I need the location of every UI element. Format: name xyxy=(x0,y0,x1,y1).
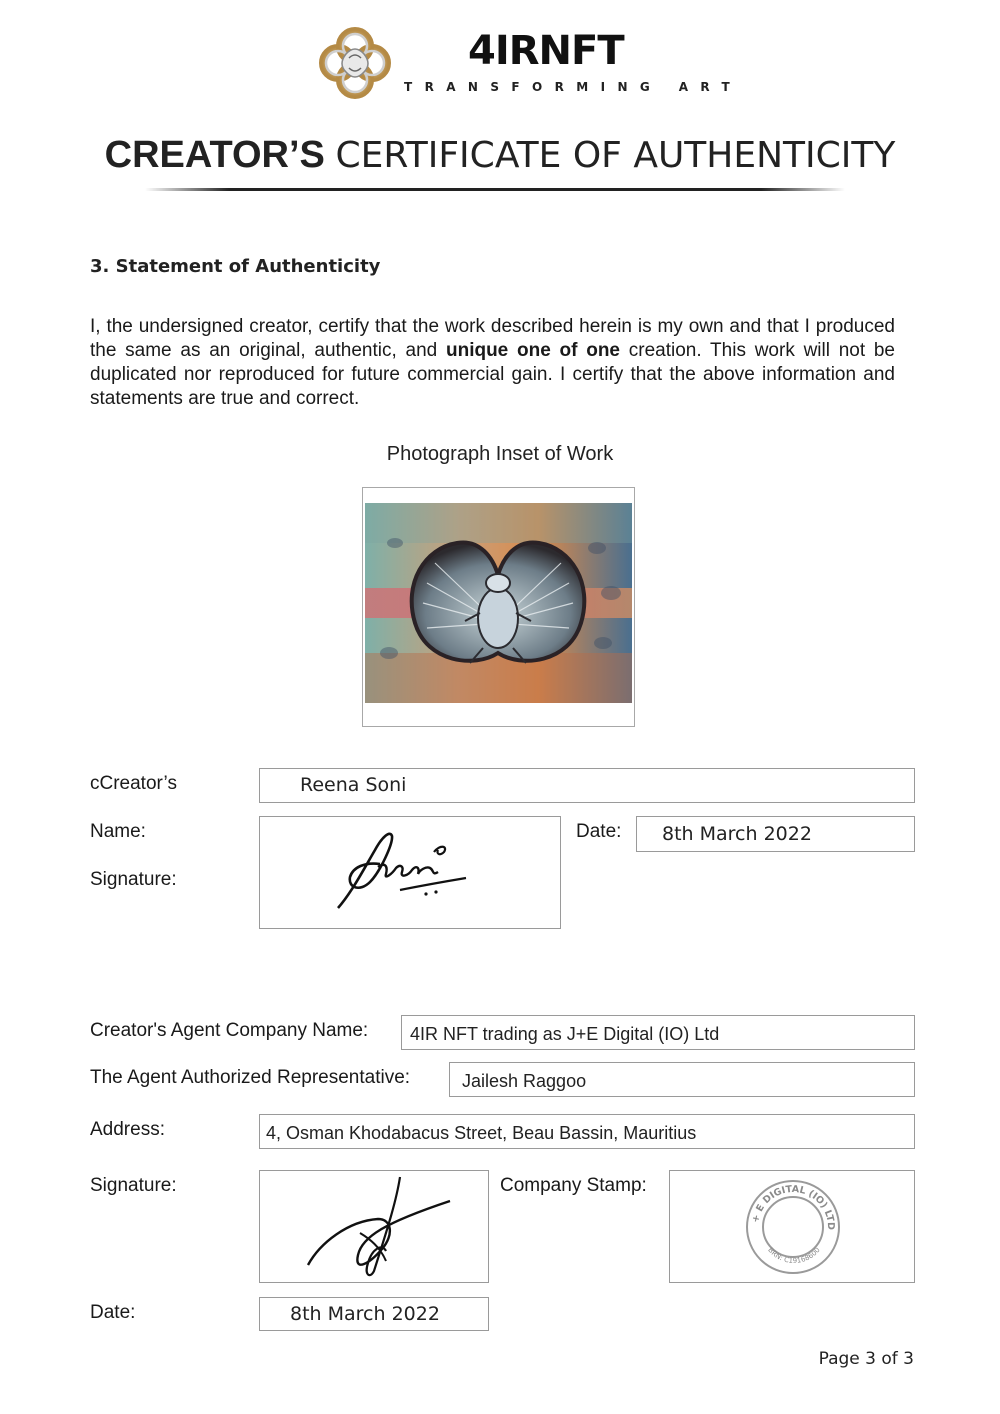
svg-text:BRN: C19168600 xyxy=(766,1246,822,1265)
section-heading: 3. Statement of Authenticity xyxy=(90,256,381,277)
creator-date-label: Date: xyxy=(576,821,622,842)
handwritten-signature-icon xyxy=(330,822,480,922)
agent-company-field[interactable] xyxy=(401,1015,915,1050)
statement-paragraph xyxy=(90,315,895,411)
creator-date-field[interactable] xyxy=(636,816,915,852)
creator-signature-field[interactable] xyxy=(259,816,561,929)
agent-rep-field[interactable] xyxy=(449,1062,915,1097)
inset-label: Photograph Inset of Work xyxy=(386,443,614,465)
infinity-knot-logo-icon xyxy=(316,24,394,102)
agent-address-value: 4, Osman Khodabacus Street, Beau Bassin, Mauritius xyxy=(266,1123,697,1143)
creator-name-value: Reena Soni xyxy=(300,774,407,796)
title-divider xyxy=(145,188,845,191)
brand-tagline: TRANSFORMING ART xyxy=(404,80,743,94)
creator-name-field[interactable] xyxy=(259,768,915,803)
agent-rep-value: Jailesh Raggoo xyxy=(462,1071,587,1091)
creator-date-value: 8th March 2022 xyxy=(662,823,812,845)
title-bold: CREATOR’S xyxy=(104,134,325,176)
agent-company-value: 4IR NFT trading as J+E Digital (IO) Ltd xyxy=(410,1024,720,1044)
company-stamp-icon xyxy=(742,1178,844,1276)
stamp-text-top: + E DIGITAL (IO) LTD xyxy=(750,1183,837,1231)
statement-text-after: creation. This work will not be duplicated nor reproduced for future commercial gain. I certify that the above information and statements are true and correct. xyxy=(90,340,896,409)
creator-signature-label: Signature: xyxy=(90,869,177,890)
agent-rep-label: The Agent Authorized Representative: xyxy=(90,1067,411,1088)
agent-signature-label: Signature: xyxy=(90,1175,177,1196)
agent-stamp-label: Company Stamp: xyxy=(500,1175,647,1196)
agent-company-label: Creator's Agent Company Name: xyxy=(90,1020,369,1041)
agent-date-value: 8th March 2022 xyxy=(290,1303,440,1325)
statement-text-before: I, the undersigned creator, certify that the work described herein is my own and that I produced the same as an original, authentic, and xyxy=(90,316,895,361)
agent-address-label: Address: xyxy=(90,1119,165,1140)
title-regular: CERTIFICATE OF AUTHENTICITY xyxy=(335,135,896,176)
brand-name: 4IRNFT xyxy=(468,28,624,74)
creator-name-label-line1: cCreator’s xyxy=(90,773,177,794)
handwritten-signature-icon xyxy=(300,1173,460,1281)
scarab-artwork-icon xyxy=(365,503,632,703)
page-number: Page 3 of 3 xyxy=(818,1349,914,1369)
stamp-text-bottom: BRN: C19168600 xyxy=(766,1246,822,1265)
certificate-title xyxy=(0,134,1000,177)
agent-date-field[interactable] xyxy=(259,1297,489,1331)
agent-address-field[interactable] xyxy=(259,1114,915,1149)
agent-date-label: Date: xyxy=(90,1302,136,1323)
statement-text-bold: unique one of one xyxy=(445,340,621,361)
agent-signature-field[interactable] xyxy=(259,1170,489,1283)
creator-name-label-line2: Name: xyxy=(90,821,146,842)
agent-stamp-field[interactable] xyxy=(669,1170,915,1283)
